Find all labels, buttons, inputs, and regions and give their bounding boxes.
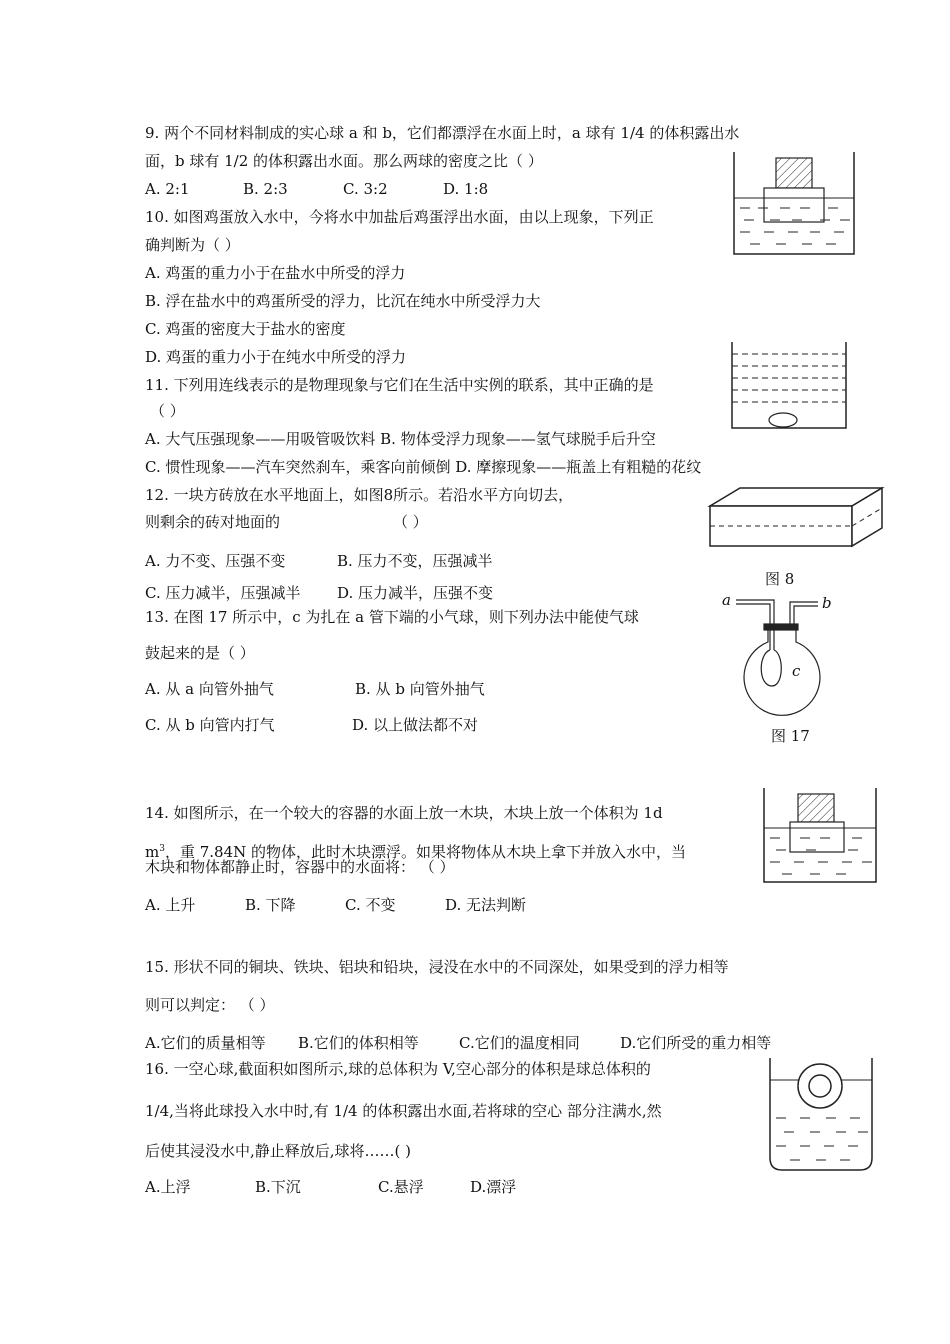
q12-line2: 则剩余的砖对地面的 — [145, 513, 281, 531]
q16-option-d: D.漂浮 — [470, 1178, 517, 1196]
brick-figure — [706, 484, 886, 550]
q9-option-d: D. 1:8 — [443, 180, 489, 198]
q9-option-c: C. 3:2 — [343, 180, 388, 198]
q16-option-a: A.上浮 — [145, 1178, 191, 1196]
q12-option-c: C. 压力减半，压强减半 — [145, 584, 301, 602]
q15-option-a: A.它们的质量相等 — [145, 1034, 266, 1052]
floating-block-figure — [730, 150, 860, 258]
q9-option-b: B. 2:3 — [243, 180, 288, 198]
q14-option-d: D. 无法判断 — [445, 896, 527, 914]
q14-line1: 14. 如图所示，在一个较大的容器的水面上放一木块，木块上放一个体积为 1d — [145, 804, 663, 822]
q12-option-b: B. 压力不变，压强减半 — [337, 552, 493, 570]
q10-option-d: D. 鸡蛋的重力小于在纯水中所受的浮力 — [145, 348, 407, 366]
q12-paren: （ ） — [393, 513, 428, 531]
hollow-ball-figure — [766, 1054, 876, 1174]
q15-line2: 则可以判定： （ ） — [145, 996, 275, 1014]
q14-unit-sup: 3 — [159, 844, 165, 854]
block-on-wood-figure — [760, 786, 880, 886]
q14-unit: m — [145, 843, 160, 861]
label-c: c — [792, 662, 801, 680]
q10-option-c: C. 鸡蛋的密度大于盐水的密度 — [145, 320, 346, 338]
q11-option-cd: C. 惯性现象——汽车突然刹车，乘客向前倾倒 D. 摩擦现象——瓶盖上有粗糙的花纹 — [145, 458, 702, 476]
q16-line2: 1/4,当将此球投入水中时,有 1/4 的体积露出水面,若将球的空心 部分注满水,然 — [145, 1102, 662, 1120]
q14-line2-rest: ，重 7.84N 的物体，此时木块漂浮。如果将物体从木块上拿下并放入水中，当 — [164, 843, 687, 861]
figure-17-caption: 图 17 — [771, 727, 810, 745]
q10-line2: 确判断为（ ） — [145, 236, 240, 254]
q12-option-a: A. 力不变、压强不变 — [145, 552, 286, 570]
q15-line1: 15. 形状不同的铜块、铁块、铝块和铅块，浸没在水中的不同深处，如果受到的浮力相等 — [145, 958, 729, 976]
q10-option-b: B. 浮在盐水中的鸡蛋所受的浮力，比沉在纯水中所受浮力大 — [145, 292, 541, 310]
q10-line1: 10. 如图鸡蛋放入水中，今将水中加盐后鸡蛋浮出水面，由以上现象，下列正 — [145, 208, 654, 226]
q16-option-c: C.悬浮 — [378, 1178, 424, 1196]
q13-option-c: C. 从 b 向管内打气 — [145, 716, 275, 734]
q15-option-c: C.它们的温度相同 — [459, 1034, 580, 1052]
q13-line2: 鼓起来的是（ ） — [145, 644, 255, 662]
q13-option-a: A. 从 a 向管外抽气 — [145, 680, 274, 698]
q13-line1: 13. 在图 17 所示中，c 为扎在 a 管下端的小气球，则下列办法中能使气球 — [145, 608, 639, 626]
egg-container-figure — [730, 340, 850, 432]
q11-line2: （ ） — [150, 402, 185, 420]
q13-option-b: B. 从 b 向管外抽气 — [355, 680, 485, 698]
label-b: b — [822, 594, 832, 612]
figure-8-caption: 图 8 — [765, 570, 795, 588]
q9-option-a: A. 2:1 — [145, 180, 190, 198]
q11-line1: 11. 下列用连线表示的是物理现象与它们在生活中实例的联系，其中正确的是 — [145, 376, 654, 394]
q9-line2: 面，b 球有 1/2 的体积露出水面。那么两球的密度之比（ ） — [145, 152, 543, 170]
label-a: a — [722, 591, 731, 609]
q10-option-a: A. 鸡蛋的重力小于在盐水中所受的浮力 — [145, 264, 406, 282]
q16-option-b: B.下沉 — [255, 1178, 301, 1196]
q16-line3: 后使其浸没水中,静止释放后,球将……( ) — [145, 1142, 412, 1160]
q11-option-ab: A. 大气压强现象——用吸管吸饮料 B. 物体受浮力现象——氢气球脱手后升空 — [145, 430, 656, 448]
q14-line3: 木块和物体都静止时，容器中的水面将： （ ） — [145, 858, 455, 876]
q14-option-b: B. 下降 — [245, 896, 296, 914]
q13-option-d: D. 以上做法都不对 — [352, 716, 479, 734]
q14-option-c: C. 不变 — [345, 896, 396, 914]
q16-line1: 16. 一空心球,截面积如图所示,球的总体积为 V,空心部分的体积是球总体积的 — [145, 1060, 651, 1078]
q12-option-d: D. 压力减半，压强不变 — [337, 584, 494, 602]
q9-line1: 9. 两个不同材料制成的实心球 a 和 b，它们都漂浮在水面上时，a 球有 1/4 的体积露出水 — [145, 124, 740, 142]
q14-option-a: A. 上升 — [145, 896, 196, 914]
q15-option-b: B.它们的体积相等 — [298, 1034, 419, 1052]
q12-line1: 12. 一块方砖放在水平地面上，如图8所示。若沿水平方向切去， — [145, 486, 574, 504]
q15-option-d: D.它们所受的重力相等 — [620, 1034, 772, 1052]
flask-balloon-figure — [718, 590, 844, 720]
